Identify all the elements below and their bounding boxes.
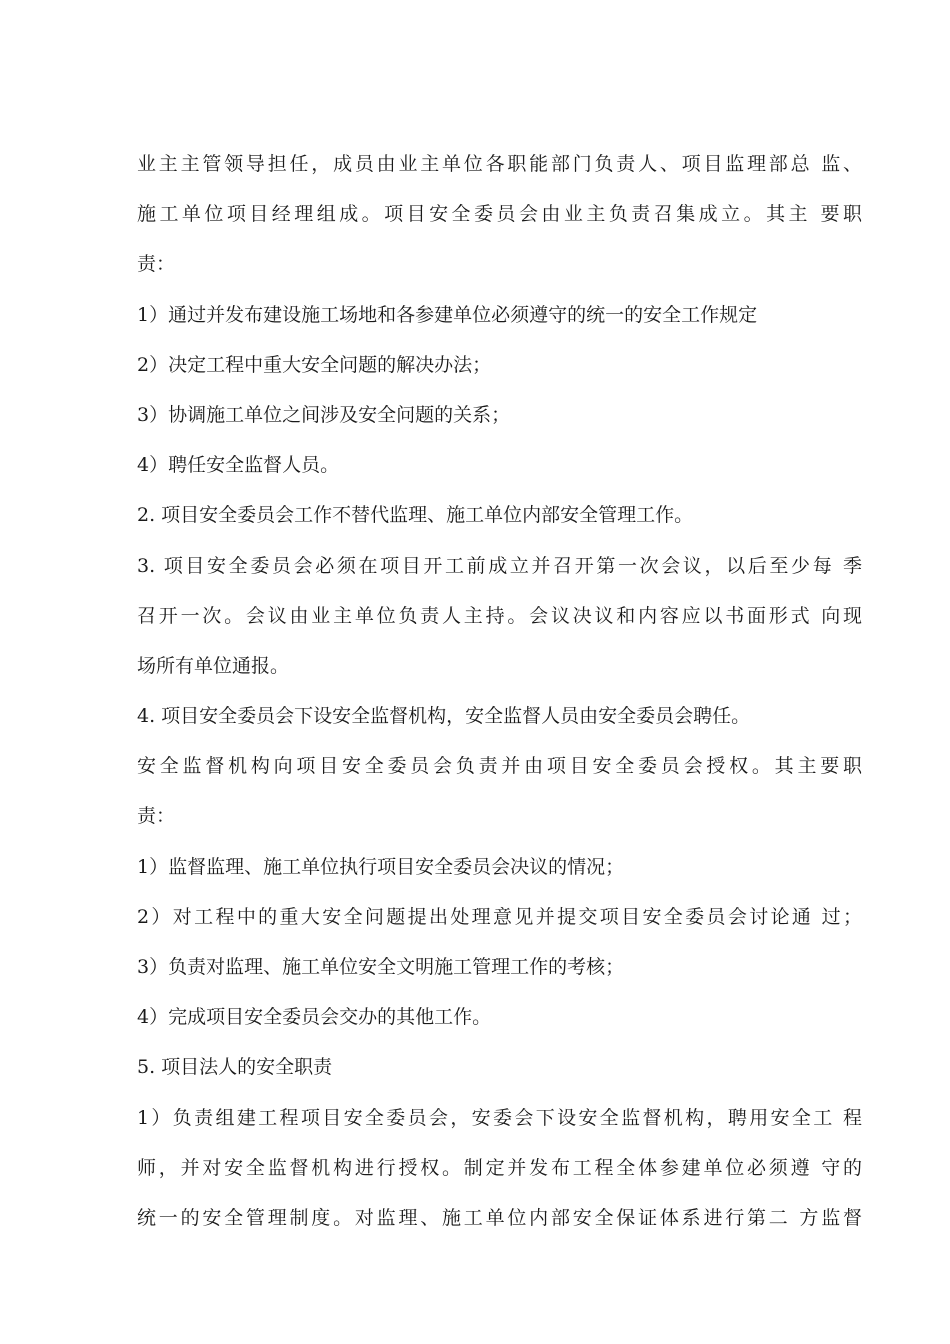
text-line: 1）通过并发布建设施工场地和各参建单位必须遵守的统一的安全工作规定 [137,303,758,326]
text-line: 3）负责对监理、施工单位安全文明施工管理工作的考核； [137,956,625,978]
text-line: 施工单位项目经理组成。项目安全委员会由业主负责召集成立。其主 要职 [137,203,862,226]
text-line: 4）完成项目安全委员会交办的其他工作。 [137,1006,492,1029]
text-line: 1）负责组建工程项目安全委员会，安委会下设安全监督机构，聘用安全工 程 [137,1106,862,1129]
document-body [137,152,862,1256]
text-line: 4. 项目安全委员会下设安全监督机构，安全监督人员由安全委员会聘任。 [137,705,751,728]
text-line: 统一的安全管理制度。对监理、施工单位内部安全保证体系进行第二 方监督 [137,1206,862,1229]
text-line: 场所有单位通报。 [137,654,290,677]
text-line: 责： [137,253,176,276]
text-line: 5. 项目法人的安全职责 [137,1056,333,1079]
text-line: 安全监督机构向项目安全委员会负责并由项目安全委员会授权。其主要职 [137,755,862,778]
text-line: 1）监督监理、施工单位执行项目安全委员会决议的情况； [137,855,625,878]
text-line: 召开一次。会议由业主单位负责人主持。会议决议和内容应以书面形式 向现 [137,604,862,627]
text-line: 2）决定工程中重大安全问题的解决办法； [137,353,492,376]
text-line: 师，并对安全监督机构进行授权。制定并发布工程全体参建单位必须遵 守的 [137,1156,862,1179]
text-line: 责： [137,805,176,828]
text-line: 2. 项目安全委员会工作不替代监理、施工单位内部安全管理工作。 [137,504,694,527]
text-line: 2）对工程中的重大安全问题提出处理意见并提交项目安全委员会讨论通 过； [137,905,862,928]
text-line: 业主主管领导担任，成员由业主单位各职能部门负责人、项目监理部总 监、 [137,153,862,175]
text-line: 3）协调施工单位之间涉及安全问题的关系； [137,403,511,426]
text-line: 4）聘任安全监督人员。 [137,454,340,477]
text-line: 3. 项目安全委员会必须在项目开工前成立并召开第一次会议，以后至少每 季 [137,554,862,577]
